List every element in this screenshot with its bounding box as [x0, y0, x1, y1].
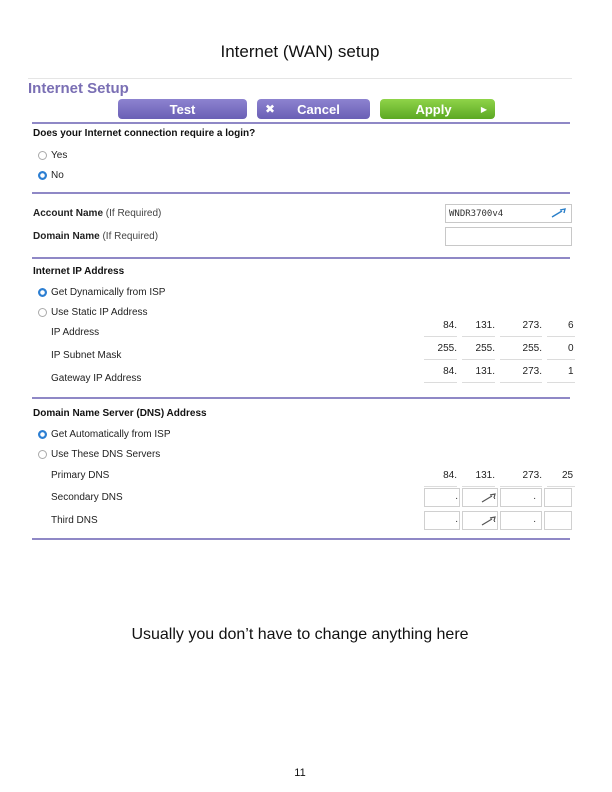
primary-dns-octet-4[interactable]: 25 — [547, 468, 575, 487]
domain-name-label — [33, 231, 158, 242]
subnet-octet-3[interactable]: 255. — [500, 341, 542, 360]
domain-name-label-text: Domain Name — [33, 231, 100, 242]
cancel-button[interactable] — [257, 99, 370, 119]
ip-dynamic-label: Get Dynamically from ISP — [51, 287, 166, 298]
third-dns-label: Third DNS — [51, 515, 98, 526]
section-divider — [32, 122, 570, 124]
third-dns-octet-3[interactable] — [500, 511, 542, 530]
dns-manual-radio[interactable] — [38, 450, 47, 459]
secondary-dns-dot-1: . — [455, 491, 458, 502]
login-yes-radio[interactable] — [38, 151, 47, 160]
internet-ip-heading: Internet IP Address — [33, 266, 125, 277]
ip-static-radio[interactable] — [38, 308, 47, 317]
header-divider — [28, 78, 572, 79]
section-divider — [32, 257, 570, 259]
triangle-right-icon: ▶ — [480, 104, 487, 114]
primary-dns-label: Primary DNS — [51, 470, 110, 481]
ip-address-octet-2[interactable]: 131. — [462, 318, 495, 337]
ip-address-octet-1[interactable]: 84. — [424, 318, 457, 337]
cancel-button-label: Cancel — [297, 101, 340, 117]
dns-auto-label: Get Automatically from ISP — [51, 429, 171, 440]
secondary-dns-dot-3: . — [533, 491, 536, 502]
ip-address-octet-4[interactable]: 6 — [547, 318, 575, 337]
section-divider — [32, 192, 570, 194]
account-name-label — [33, 208, 161, 219]
caption: Usually you don’t have to change anything here — [131, 626, 469, 643]
primary-dns-octet-3[interactable]: 273. — [500, 468, 542, 487]
key-icon — [481, 516, 497, 526]
close-icon: ✖ — [265, 102, 276, 116]
account-name-value: WNDR3700v4 — [449, 209, 504, 219]
gateway-octet-4[interactable]: 1 — [547, 364, 575, 383]
subnet-octet-1[interactable]: 255. — [424, 341, 457, 360]
gateway-label: Gateway IP Address — [51, 373, 142, 384]
gateway-octet-2[interactable]: 131. — [462, 364, 495, 383]
third-dns-dot-1: . — [455, 514, 458, 525]
third-dns-dot-3: . — [533, 514, 536, 525]
primary-dns-octet-2[interactable]: 131. — [462, 468, 495, 487]
login-no-radio[interactable] — [38, 171, 47, 180]
ip-dynamic-radio[interactable] — [38, 288, 47, 297]
secondary-dns-octet-3[interactable] — [500, 488, 542, 507]
third-dns-octet-1[interactable] — [424, 511, 460, 530]
test-button[interactable] — [118, 99, 247, 119]
dns-heading: Domain Name Server (DNS) Address — [33, 408, 207, 419]
gateway-octet-3[interactable]: 273. — [500, 364, 542, 383]
section-divider — [32, 538, 570, 540]
account-name-label-text: Account Name — [33, 208, 104, 219]
ip-address-octet-3[interactable]: 273. — [500, 318, 542, 337]
domain-name-hint: (If Required) — [102, 231, 159, 242]
secondary-dns-label: Secondary DNS — [51, 492, 123, 503]
apply-button-label: Apply — [415, 101, 452, 117]
primary-dns-octet-1[interactable]: 84. — [424, 468, 457, 487]
login-question: Does your Internet connection require a login? — [33, 128, 256, 139]
account-name-hint: (If Required) — [105, 208, 162, 219]
ip-address-label: IP Address — [51, 327, 100, 338]
page-number: 11 — [294, 767, 306, 779]
third-dns-dot-2: . — [493, 514, 496, 525]
apply-button[interactable] — [380, 99, 495, 119]
dns-manual-label: Use These DNS Servers — [51, 449, 161, 460]
document-title: Internet (WAN) setup — [220, 42, 380, 61]
secondary-dns-octet-1[interactable] — [424, 488, 460, 507]
ip-static-label: Use Static IP Address — [51, 307, 148, 318]
gateway-octet-1[interactable]: 84. — [424, 364, 457, 383]
login-no-label: No — [51, 170, 64, 181]
third-dns-octet-4[interactable] — [544, 511, 572, 530]
panel-title: Internet Setup — [28, 80, 129, 97]
secondary-dns-octet-4[interactable] — [544, 488, 572, 507]
key-icon — [551, 208, 567, 218]
domain-name-input[interactable] — [445, 227, 572, 246]
subnet-octet-4[interactable]: 0 — [547, 341, 575, 360]
subnet-mask-label: IP Subnet Mask — [51, 350, 122, 361]
secondary-dns-dot-2: . — [493, 491, 496, 502]
login-yes-label: Yes — [51, 150, 68, 161]
subnet-octet-2[interactable]: 255. — [462, 341, 495, 360]
key-icon — [481, 493, 497, 503]
test-button-label: Test — [169, 101, 196, 117]
section-divider — [32, 397, 570, 399]
dns-auto-radio[interactable] — [38, 430, 47, 439]
